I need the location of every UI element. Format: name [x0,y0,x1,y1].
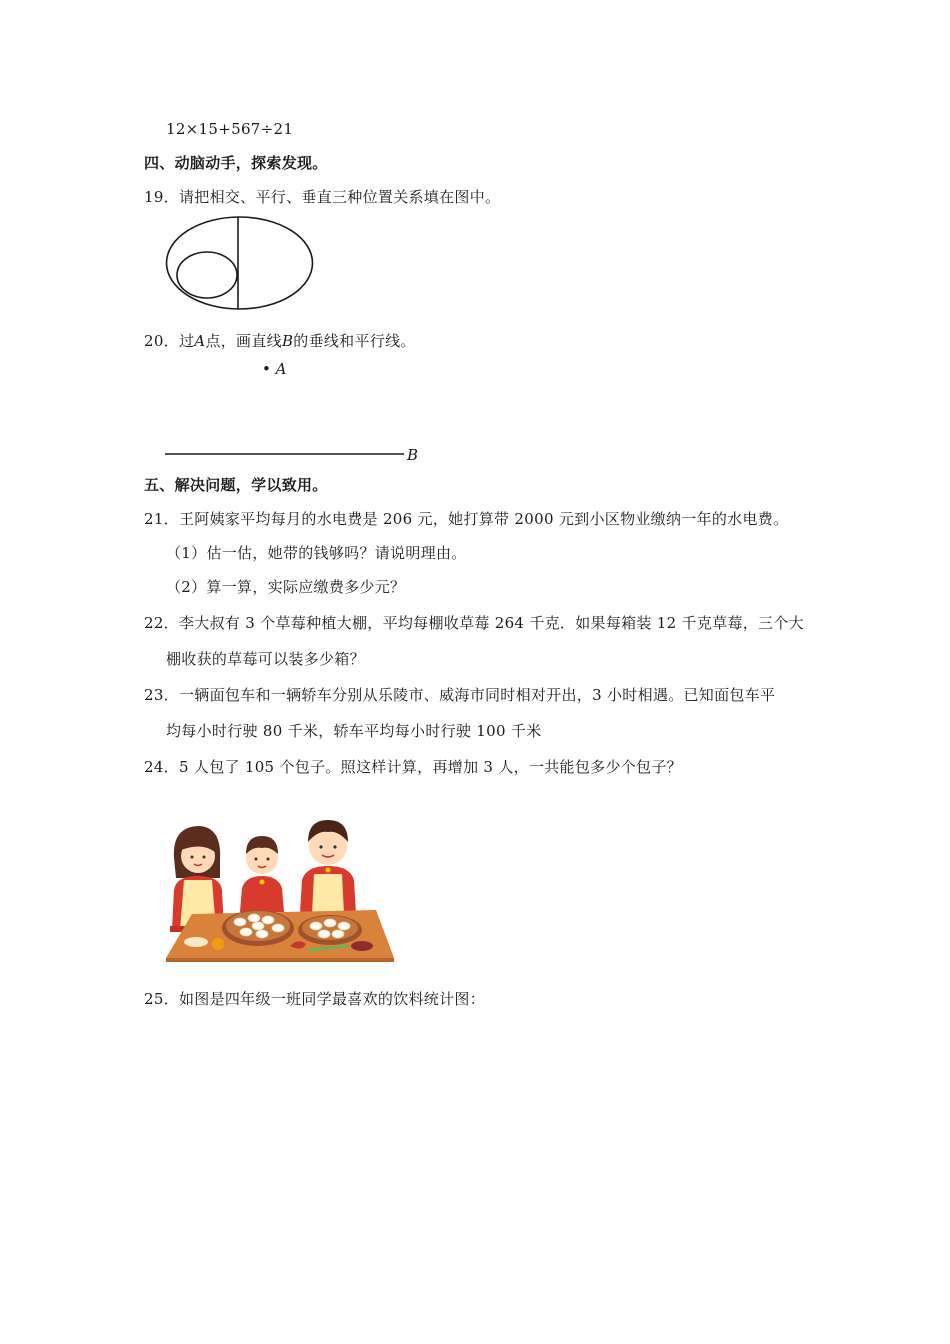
flour-bowl [184,937,208,947]
ellipse-figure [160,214,320,314]
point-a-dot: • [262,360,271,378]
line-b-figure [162,446,407,460]
question-21-part-1: （1）估一估，她带的钱够吗？请说明理由。 [166,544,467,562]
section-4-heading: 四、动脑动手，探索发现。 [144,154,328,172]
point-a-marker [262,360,286,378]
q20-suffix: 的垂线和平行线。 [293,332,416,350]
question-21-part-2: （2）算一算，实际应缴费多少元？ [166,578,406,596]
point-a-label: A [275,360,287,378]
inner-ellipse [177,252,237,298]
family-making-buns-illustration [162,818,396,964]
child-figure [240,836,284,912]
question-22-line-2: 棚收获的草莓可以装多少箱？ [166,650,365,668]
question-24: 24．5 人包了 105 个包子。照这样计算，再增加 3 人，一共能包多少个包子？ [144,758,682,776]
question-19: 19．请把相交、平行、垂直三种位置关系填在图中。 [144,188,501,206]
question-21: 21．王阿姨家平均每月的水电费是 206 元，她打算带 2000 元到小区物业缴纳一年的水电费。 [144,510,789,528]
q20-prefix: 20．过 [144,332,195,350]
question-22-line-1: 22．李大叔有 3 个草莓种植大棚，平均每棚收草莓 264 千克．如果每箱装 12 千克草莓，三个大 [144,614,804,632]
question-20 [144,331,416,351]
section-5-heading: 五、解决问题，学以致用。 [144,476,328,494]
q20-line-b: B [281,332,294,350]
father-figure [300,820,356,914]
sauce-bowl [351,941,373,951]
line-b-label: B [407,446,419,464]
outer-ellipse [167,217,313,309]
expression-line: 12×15+567÷21 [166,120,294,138]
question-23-line-2: 均每小时行驶 80 千米，轿车平均每小时行驶 100 千米 [166,722,542,740]
question-23-line-1: 23．一辆面包车和一辆轿车分别从乐陵市、威海市同时相对开出，3 小时相遇。已知面包车平 [144,686,776,704]
orange-left [212,938,224,950]
question-25: 25．如图是四年级一班同学最喜欢的饮料统计图： [144,990,485,1008]
q20-middle: 点，画直线 [205,332,282,350]
q20-point-a: A [194,332,206,350]
